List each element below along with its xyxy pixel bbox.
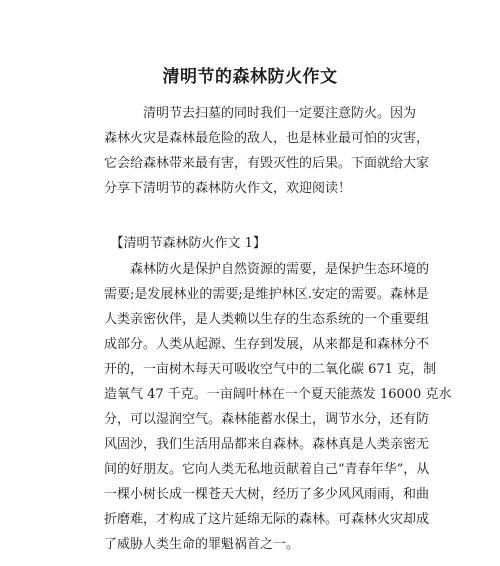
paragraph-line: 折磨难，才构成了这片延绵无际的森林。可森林火灾却成 [104, 512, 430, 527]
paragraph-line: 风固沙，我们生活用品都来自森林。森林真是人类亲密无 [104, 437, 430, 452]
paragraph-line: 分，可以湿润空气。森林能蓄水保土，调节水分，还有防 [104, 412, 430, 427]
paragraph-line: 间的好朋友。它向人类无私地贡献着自己“青春年华”，从 [104, 462, 430, 477]
paragraph-line: 了威胁人类生命的罪魁祸首之一。 [104, 537, 300, 552]
paragraph-line: 人类亲密伙伴，是人类赖以生存的生态系统的一个重要组 [104, 312, 430, 327]
paragraph-line: 需要;是发展林业的需要;是维护林区.安定的需要。森林是 [104, 287, 429, 302]
paragraph-line: 成部分。人类从起源、生存到发展，从来都是和森林分不 [104, 337, 430, 352]
paragraph-line: 造氧气 47 千克。一亩阔叶林在一个夏天能蒸发 16000 克水 [104, 387, 452, 402]
section-heading: 【清明节森林防火作文 1】 [104, 236, 266, 251]
page-title: 清明节的森林防火作文 [162, 67, 338, 87]
paragraph-line: 分享下清明节的森林防火作文，欢迎阅读！ [104, 181, 352, 196]
paragraph-line: 森林火灾是森林最危险的敌人，也是林业最可怕的灾害， [104, 131, 430, 146]
body-paragraph [104, 257, 452, 557]
paragraph-line: 开的，一亩树木每天可吸收空气中的二氧化碳 671 克，制 [104, 362, 437, 377]
paragraph-line: 清明节去扫墓的同时我们一定要注意防火。因为 [104, 106, 417, 121]
paragraph-line: 森林防火是保护自然资源的需要，是保护生态环境的 [104, 262, 430, 277]
paragraph-line: 一棵小树长成一棵苍天大树，经历了多少风风雨雨，和曲 [104, 487, 430, 502]
paragraph-line: 它会给森林带来最有害，有毁灭性的后果。下面就给大家 [104, 156, 430, 171]
intro-paragraph [104, 101, 430, 201]
